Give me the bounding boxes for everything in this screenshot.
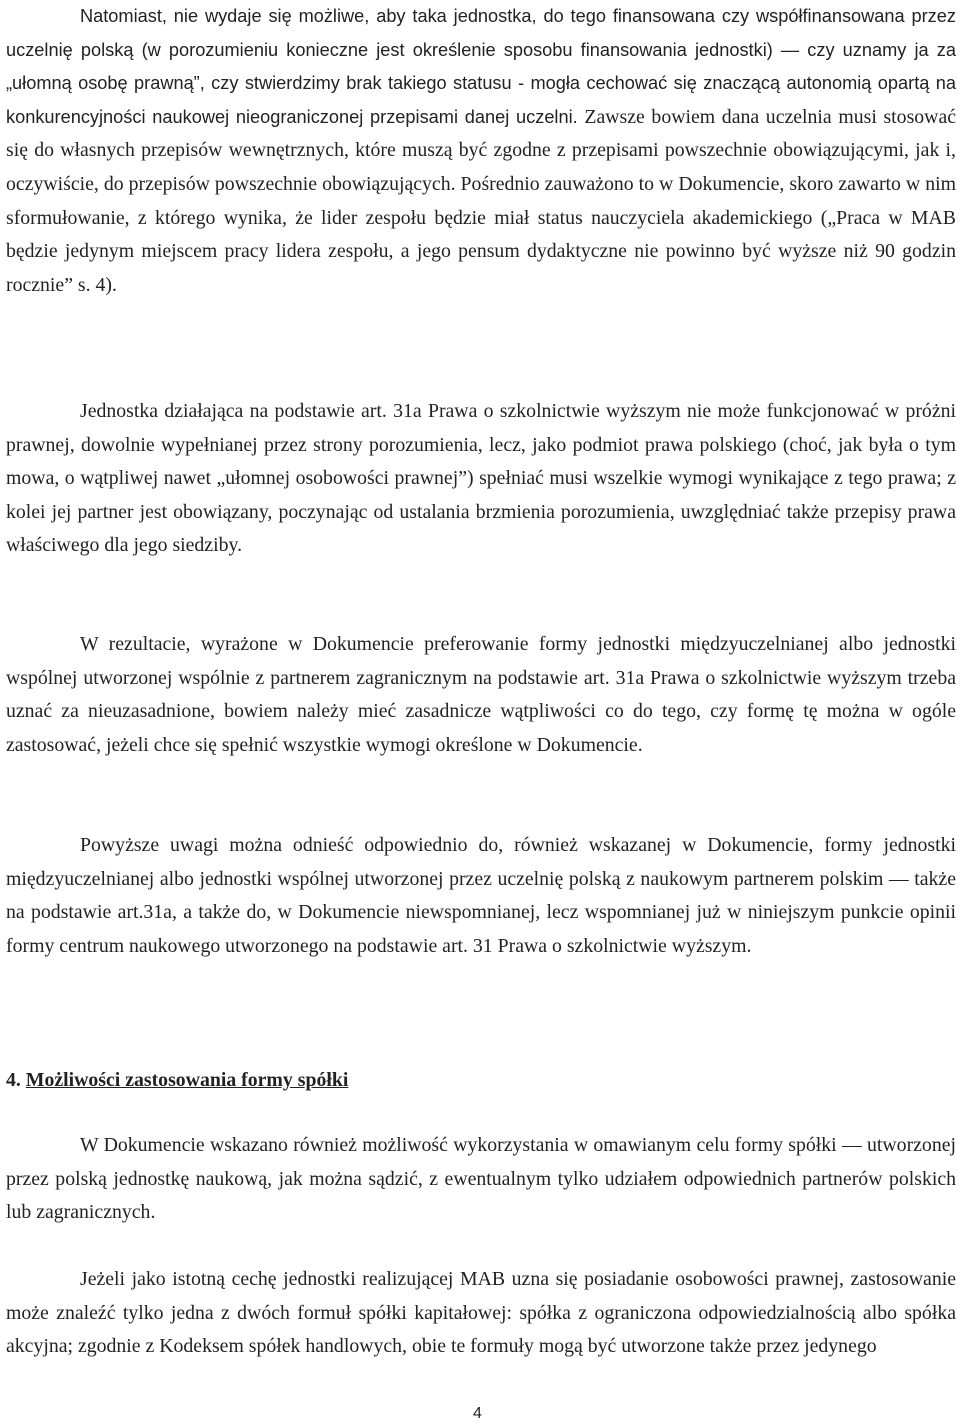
- section-title: Możliwości zastosowania formy spółki: [25, 1069, 349, 1091]
- paragraph-art-31a: Jednostka działająca na podstawie art. 31a Prawa o szkolnictwie wyższym nie może funkcjonować w próżni prawnej, dowolnie wypełnianej przez strony porozumienia, lecz, jako podmiot prawa polskiego (choć, jak była o tym mowa, o wątpliwej nawet „ułomnej osobowości prawnej”) spełniać musi wszelkie wymogi wynikające z tego prawa; z kolei jej partner jest obowiązany, poczynając od ustalania brzmienia porozumienia, uwzględniać także przepisy prawa właściwego dla jego siedziby.: [6, 400, 956, 557]
- paragraph-remarks: Powyższe uwagi można odnieść odpowiednio do, również wskazanej w Dokumencie, formy jednostki międzyuczelnianej albo jednostki wspólnej utworzonej przez uczelnię polską z naukowym partnerem polskim ― także na podstawie art.31a, a także do, w Dokumencie niewspomnianej, lecz wspomnianej już w niniejszym punkcie opinii formy centrum naukowego utworzonego na podstawie art. 31 Prawa o szkolnictwie wyższym.: [6, 834, 956, 957]
- section-heading: [6, 1065, 348, 1095]
- paragraph-autonomy-sans-part: Natomiast, nie wydaje się możliwe, aby taka jednostka, do tego finansowana czy współfinansowana przez uczelnię polską (w porozumieniu konieczne jest określenie sposobu finansowania jednostki) ― czy uznamy ja za „ułomną osobę prawną”, czy stwierdzimy brak takiego statusu - mogła cechować się znaczącą autonomią opartą na konkurencyjności naukowej nieograniczonej przepisami danej uczelni.: [6, 6, 956, 127]
- paragraph-company-form: W Dokumencie wskazano również możliwość wykorzystania w omawianym celu formy spółki ― utworzonej przez polską jednostkę naukową, jak można sądzić, z ewentualnym tylko udziałem odpowiednich partnerów polskich lub zagranicznych.: [6, 1134, 956, 1224]
- paragraph-autonomy: [6, 0, 956, 302]
- paragraph-legal-personality: Jeżeli jako istotną cechę jednostki realizującej MAB uzna się posiadanie osobowości prawnej, zastosowanie może znaleźć tylko jedna z dwóch formuł spółki kapitałowej: spółka z ograniczona odpowiedzialnością albo spółka akcyjna; zgodnie z Kodeksem spółek handlowych, obie te formuły mogą być utworzone także przez jedynego: [6, 1268, 956, 1358]
- paragraph-result: W rezultacie, wyrażone w Dokumencie preferowanie formy jednostki międzyuczelnianej albo jednostki wspólnej utworzonej wspólnie z partnerem zagranicznym na podstawie art. 31a Prawa o szkolnictwie wyższym trzeba uznać za nieuzasadnione, bowiem należy mieć zasadnicze wątpliwości co do tego, czy formę tę można w ogóle zastosować, jeżeli chce się spełnić wszystkie wymogi określone w Dokumencie.: [6, 633, 956, 756]
- paragraph-autonomy-serif-part: Zawsze bowiem dana uczelnia musi stosować się do własnych przepisów wewnętrznych, które muszą być zgodne z przepisami powszechnie obowiązującymi, jak i, oczywiście, do przepisów powszechnie obowiązujących. Pośrednio zauważono to w Dokumencie, skoro zawarto w nim sformułowanie, z którego wynika, że lider zespołu będzie miał status nauczyciela akademickiego („Praca w MAB będzie jedynym miejscem pracy lidera zespołu, a jego pensum dydaktyczne nie powinno być wyższe niż 90 godzin rocznie” s. 4).: [6, 105, 957, 296]
- page-number: 4: [473, 1405, 482, 1422]
- section-number: 4.: [6, 1069, 21, 1091]
